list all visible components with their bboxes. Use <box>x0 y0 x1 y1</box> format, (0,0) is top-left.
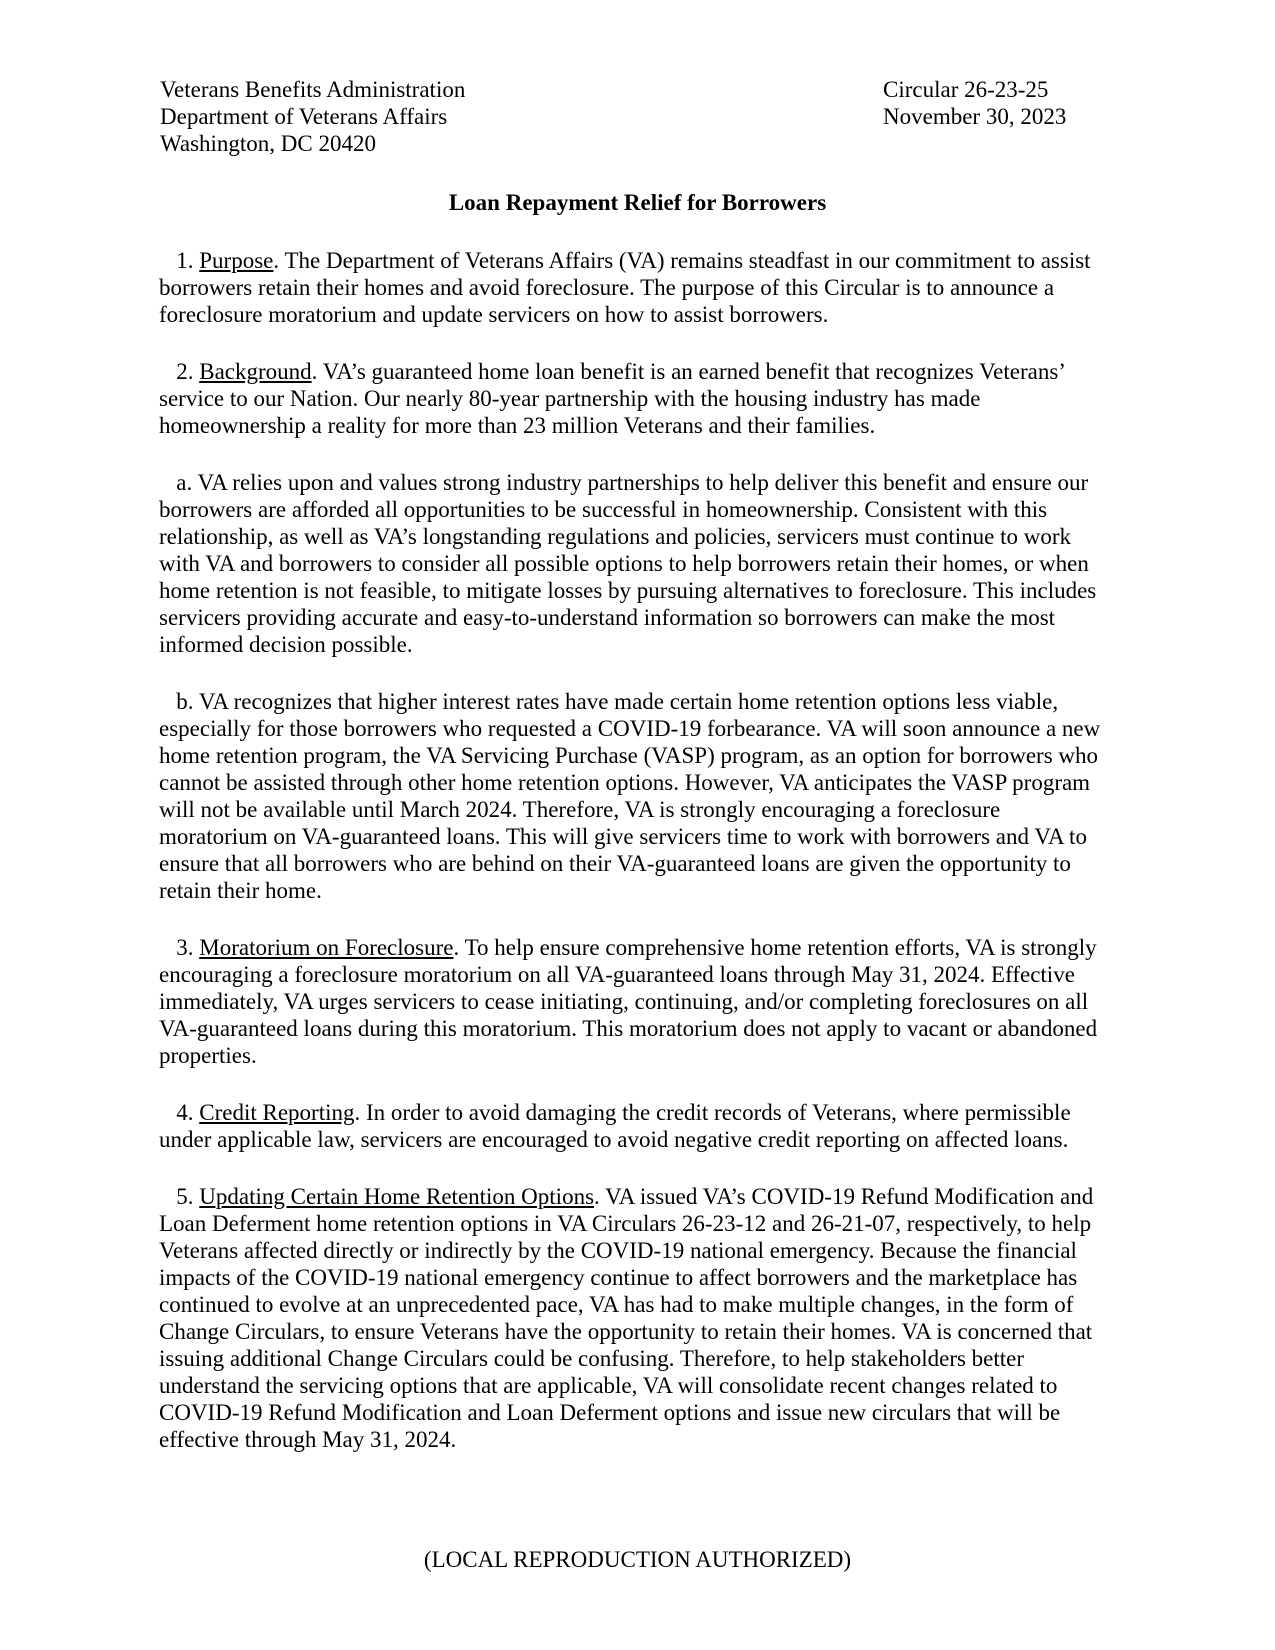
document-title: Loan Repayment Relief for Borrowers <box>448 190 827 215</box>
section-text: . VA issued VA’s COVID-19 Refund Modification and Loan Deferment home retention options in VA Circulars 26-23-12 and 26-21-07, respectively, to help Veterans affected directly or indirectly by the COVID-19 national emergency. Because the financial impacts of the COVID-19 national emergency continue to affect borrowers and the marketplace has continued to evolve at an unprecedented pace, VA has had to make multiple changes, in the form of Change Circulars, to ensure Veterans have the opportunity to retain their homes. VA is concerned that issuing additional Change Circulars could be confusing. Therefore, to help stakeholders better understand the servicing options that are applicable, VA will consolidate recent changes related to COVID-19 Refund Modification and Loan Deferment options and issue new circulars that will be effective through May 31, 2024. <box>159 1184 1094 1452</box>
section-heading: Credit Reporting <box>199 1100 355 1125</box>
section-text: . To help ensure comprehensive home retention efforts, VA is strongly encouraging a foreclosure moratorium on all VA-guaranteed loans through May 31, 2024. Effective immediately, VA urges servicers to cease initiating, continuing, and/or completing foreclosures on all VA-guaranteed loans during this moratorium. This moratorium does not apply to vacant or abandoned properties. <box>159 935 1098 1068</box>
section-number: 4. <box>176 1100 200 1125</box>
section-text: . In order to avoid damaging the credit records of Veterans, where permissible under applicable law, servicers are encouraged to avoid negative credit reporting on affected loans. <box>159 1100 1071 1152</box>
subsection-a <box>159 469 1104 658</box>
subsection-b <box>159 688 1104 904</box>
section-home-retention <box>159 1183 1104 1453</box>
section-purpose <box>159 247 1104 328</box>
subsection-text: b. VA recognizes that higher interest rates have made certain home retention options less viable, especially for those borrowers who requested a COVID-19 forbearance. VA will soon announce a new home retention program, the VA Servicing Purchase (VASP) program, as an option for borrowers who cannot be assisted through other home retention options. However, VA anticipates the VASP program will not be available until March 2024. Therefore, VA is strongly encouraging a foreclosure moratorium on VA-guaranteed loans. This will give servicers time to work with borrowers and VA to ensure that all borrowers who are behind on their VA-guaranteed loans are given the opportunity to retain their home. <box>159 689 1101 903</box>
circular-id-block <box>883 76 1066 130</box>
section-heading: Background <box>199 359 312 384</box>
section-number: 3. <box>176 935 200 960</box>
section-text: . VA’s guaranteed home loan benefit is an earned benefit that recognizes Veterans’ service to our Nation. Our nearly 80-year partnership with the housing industry has made homeownership a reality for more than 23 million Veterans and their families. <box>159 359 1065 438</box>
section-heading: Updating Certain Home Retention Options <box>199 1184 595 1209</box>
reproduction-notice: (LOCAL REPRODUCTION AUTHORIZED) <box>423 1547 852 1572</box>
section-moratorium <box>159 934 1104 1069</box>
section-number: 1. <box>176 248 200 273</box>
issuer-block <box>160 76 465 157</box>
issuer-line: Washington, DC 20420 <box>160 131 377 156</box>
section-background <box>159 358 1104 439</box>
section-text: . The Department of Veterans Affairs (VA) remains steadfast in our commitment to assist borrowers retain their homes and avoid foreclosure. The purpose of this Circular is to announce a foreclosure moratorium and update servicers on how to assist borrowers. <box>159 248 1091 327</box>
section-heading: Purpose <box>199 248 274 273</box>
document-body <box>159 247 1104 1483</box>
issuer-line: Veterans Benefits Administration <box>160 77 466 102</box>
section-number: 2. <box>176 359 200 384</box>
subsection-text: a. VA relies upon and values strong industry partnerships to help deliver this benefit and ensure our borrowers are afforded all opportunities to be successful in homeownership. Consistent with this relationship, as well as VA’s longstanding regulations and policies, servicers must continue to work with VA and borrowers to consider all possible options to help borrowers retain their homes, or when home retention is not feasible, to mitigate losses by pursuing alternatives to foreclosure. This includes servicers providing accurate and easy-to-understand information so borrowers can make the most informed decision possible. <box>159 470 1097 657</box>
circular-date: November 30, 2023 <box>883 104 1067 129</box>
section-credit-reporting <box>159 1099 1104 1153</box>
circular-number: Circular 26-23-25 <box>883 77 1049 102</box>
section-heading: Moratorium on Foreclosure <box>199 935 454 960</box>
section-number: 5. <box>176 1184 200 1209</box>
issuer-line: Department of Veterans Affairs <box>160 104 448 129</box>
